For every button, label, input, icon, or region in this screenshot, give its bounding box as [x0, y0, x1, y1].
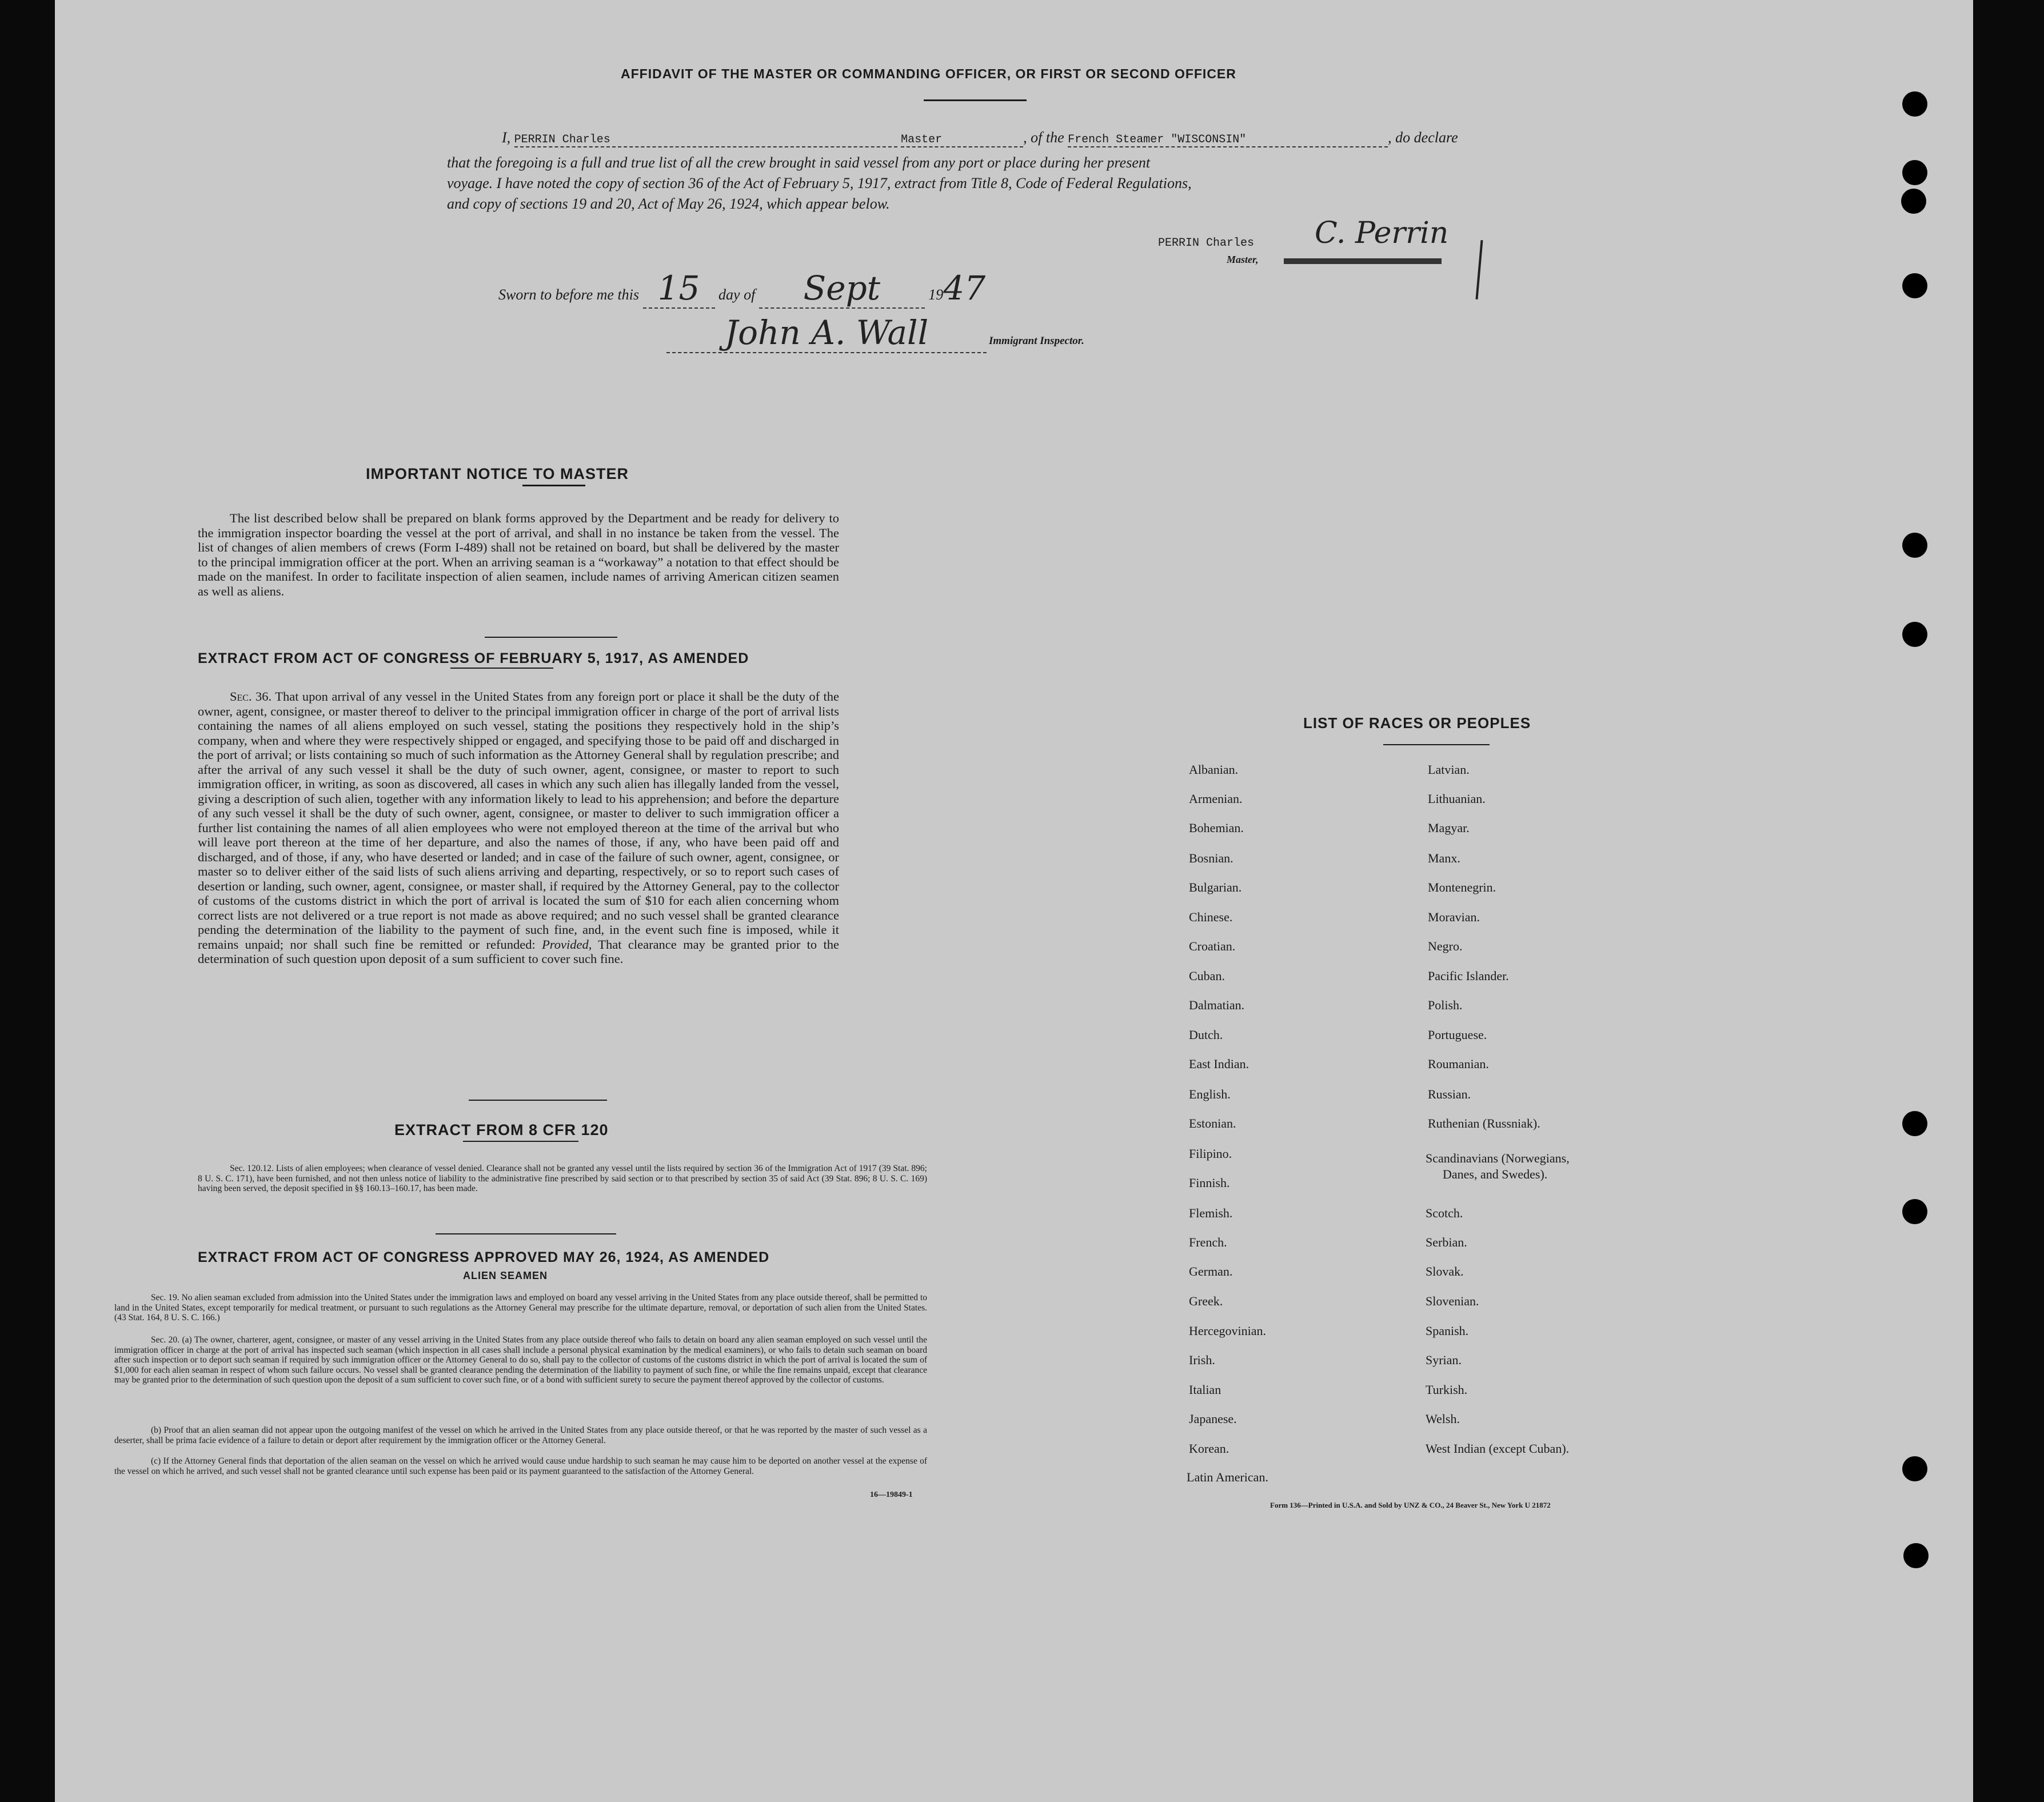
- race-left: Bosnian.: [1189, 851, 1233, 865]
- sec-36-label: Sec. 36.: [230, 689, 272, 704]
- alien-seamen-subtitle: ALIEN SEAMEN: [463, 1270, 548, 1281]
- race-left: French.: [1189, 1235, 1227, 1249]
- inspector-signature: John A. Wall: [724, 313, 929, 352]
- sec-36-text: That upon arrival of any vessel in the United States from any foreign port or place it shall be the duty of the owner, agent, consignee, or master thereof to deliver to the principal immigration officer in charge of the port of arrival lists containing the names of all aliens employed on such vessel, stating the positions they respectively hold in the ship’s company, when and where they were respectively shipped or engaged, and specifying those to be paid off and discharged in the port of arrival; or lists containing so much of such information as the Attorney General shall by regulation prescribe; and after the arrival of any such vessel it shall be the duty of such owner, agent, consignee, or master to report to such immigration officer, in writing, as soon as discovered, all cases in which any such alien has illegally landed from the vessel, giving a description of such alien, together with any information likely to lead to his apprehension; and before the departure of any such vessel it shall be the duty of such owner, agent, consignee, or master to deliver to such immigration officer a further list containing the names of all alien employees who were not employed thereon at the time of the arrival but who will leave port thereon at the time of her departure, and also the names of those, if any, who have been paid off and discharged, and of those, if any, who have deserted or landed; and in case of the failure of such owner, agent, consignee, or master so to deliver either of the said lists of such aliens arriving and departing, respectively, or so to report such cases of desertion or landing, such owner, agent, consignee, or master shall, if required by the Attorney General, pay to the collector of customs of the customs district in which the port of arrival is located the sum of $10 for each alien concerning whom correct lists are not delivered or a true report is not made as above required; and no such vessel shall be granted clearance pending the determination of the liability to the payment of such fine, and, in the event such fine is imposed, while it remains unpaid; nor shall such fine be remitted or refunded:: [198, 689, 840, 952]
- race-left: Filipino.: [1189, 1146, 1232, 1161]
- race-right: Danes, and Swedes).: [1443, 1167, 1548, 1181]
- printer-imprint: Form 136—Printed in U.S.A. and Sold by UNZ & CO., 24 Beaver St., New York U 21872: [1270, 1501, 1551, 1509]
- race-left: Finnish.: [1189, 1176, 1230, 1190]
- race-left: Bohemian.: [1189, 821, 1244, 835]
- binder-hole: [1902, 1111, 1927, 1136]
- master-title: Master,: [1227, 254, 1259, 265]
- race-left: Croatian.: [1189, 939, 1236, 953]
- race-right: Slovak.: [1426, 1264, 1464, 1278]
- race-right: Latvian.: [1428, 762, 1470, 777]
- extract-1924-title: EXTRACT FROM ACT OF CONGRESS APPROVED MAY 26, 1924, AS AMENDED: [198, 1249, 770, 1265]
- notice-body: The list described below shall be prepared on blank forms approved by the Department and be ready for delivery to the immigration inspector boarding the vessel at the port of arrival, and shall in no instance be taken from the vessel. The list of changes of alien members of crews (Form I-489) shall not be retained on board, but shall be delivered by the master to the principal immigration officer at the port. When an arriving seaman is a “workaway” a notation to that effect should be made on the manifest. In order to facilitate inspection of alien seamen, include names of arriving American citizen seamen as well as aliens.: [198, 511, 839, 598]
- race-right: Slovenian.: [1426, 1294, 1479, 1308]
- race-right: Moravian.: [1428, 910, 1480, 924]
- declaration-line-4: and copy of sections 19 and 20, Act of May 26, 1924, which appear below.: [447, 195, 890, 212]
- race-left: Hercegovinian.: [1189, 1324, 1266, 1338]
- inspector-signature-field: [666, 313, 987, 353]
- race-left: English.: [1189, 1087, 1231, 1101]
- race-left: Bulgarian.: [1189, 880, 1242, 894]
- provided-label: Provided,: [542, 937, 592, 952]
- year-suffix: 47: [943, 269, 986, 307]
- of-the-label: , of the: [1023, 129, 1064, 146]
- binder-hole: [1902, 160, 1927, 185]
- sworn-label: Sworn to before me this: [498, 286, 640, 303]
- race-right: Scandinavians (Norwegians,: [1426, 1151, 1570, 1165]
- race-left: East Indian.: [1189, 1057, 1249, 1071]
- binder-hole: [1902, 91, 1927, 117]
- race-right: Serbian.: [1426, 1235, 1467, 1249]
- extract-1917-body: [198, 689, 839, 966]
- race-right: Manx.: [1428, 851, 1460, 865]
- race-left: Greek.: [1189, 1294, 1223, 1308]
- race-right: Ruthenian (Russniak).: [1428, 1116, 1540, 1130]
- declaration-line-2: that the foregoing is a full and true list of all the crew brought in said vessel from any port or place during her present: [447, 154, 1151, 171]
- notice-title: IMPORTANT NOTICE TO MASTER: [366, 465, 629, 482]
- race-left: Chinese.: [1189, 910, 1233, 924]
- race-right: Lithuanian.: [1428, 792, 1486, 806]
- sec-36-text-end: That clearance may be granted prior to the determination of such question upon deposit of a sum sufficient to cover such fine.: [198, 937, 840, 966]
- title-divider: [924, 99, 1027, 101]
- race-right: Scotch.: [1426, 1206, 1463, 1220]
- race-right: Pacific Islander.: [1428, 969, 1509, 983]
- race-right: Spanish.: [1426, 1324, 1469, 1338]
- race-left: Estonian.: [1189, 1116, 1236, 1130]
- cfr-title: EXTRACT FROM 8 CFR 120: [394, 1121, 609, 1138]
- binder-hole: [1902, 1199, 1927, 1224]
- binder-hole: [1902, 622, 1927, 647]
- day-of-label: day of: [718, 286, 756, 303]
- cfr-body: Sec. 120.12. Lists of alien employees; when clearance of vessel denied. Clearance shall not be granted any vessel until the lists required by section 36 of the Immigration Act of 1917 (39 Stat. 896; 8 U. S. C. 171), have been furnished, and not then unless notice of liability to the administrative fine prescribed by said section or to that prescribed by section 35 of said Act (39 Stat. 896; 8 U. S. C. 169) having been served, the deposit specified in §§ 160.13–160.17, has been made.: [198, 1164, 927, 1193]
- struck-title-scribble: [1284, 258, 1442, 264]
- race-right: Portuguese.: [1428, 1028, 1487, 1042]
- notice-divider: [522, 485, 585, 486]
- declaration-line-3: voyage. I have noted the copy of section 36 of the Act of February 5, 1917, extract from Title 8, Code of Federal Regulations,: [447, 175, 1192, 191]
- declaration-i-label: I,: [502, 129, 511, 146]
- form-code: 16—19849-1: [870, 1491, 913, 1499]
- sworn-day: 15: [643, 269, 715, 309]
- extract-1917-divider: [450, 668, 553, 669]
- sec-20c-text: (c) If the Attorney General finds that deportation of the alien seaman on the vessel on which he arrived would cause undue hardship to such seaman he may cause him to be deported on another vessel at the expense of the vessel on which he arrived, and such vessel shall not be granted clearance until such expense has been paid or its payment guaranteed to the satisfaction of the Attorney General.: [114, 1456, 927, 1476]
- race-left: Armenian.: [1189, 792, 1243, 806]
- race-right: Negro.: [1428, 939, 1463, 953]
- binder-hole: [1901, 189, 1926, 214]
- race-right: Syrian.: [1426, 1353, 1462, 1367]
- master-handwritten-signature: C. Perrin: [1315, 216, 1449, 250]
- inspector-title: Immigrant Inspector.: [989, 335, 1084, 347]
- race-left: Dutch.: [1189, 1028, 1223, 1042]
- race-left: Korean.: [1189, 1441, 1229, 1456]
- sworn-month: Sept: [759, 269, 925, 309]
- race-left: Flemish.: [1189, 1206, 1233, 1220]
- race-right: Welsh.: [1426, 1412, 1460, 1426]
- race-right: Montenegrin.: [1428, 880, 1496, 894]
- race-right: Turkish.: [1426, 1383, 1468, 1397]
- race-left: Irish.: [1189, 1353, 1215, 1367]
- master-typed-name: PERRIN Charles: [1158, 237, 1255, 250]
- binder-hole: [1902, 1456, 1927, 1481]
- vessel-name: French Steamer "WISCONSIN": [1068, 133, 1388, 147]
- race-right: Polish.: [1428, 998, 1463, 1012]
- race-left: Italian: [1189, 1383, 1221, 1397]
- cfr-divider: [463, 1141, 578, 1142]
- race-left: Cuban.: [1189, 969, 1225, 983]
- race-right: West Indian (except Cuban).: [1426, 1441, 1570, 1456]
- master-name: PERRIN Charles: [514, 133, 897, 147]
- binder-hole: [1903, 1543, 1929, 1568]
- sec-19-text: Sec. 19. No alien seaman excluded from admission into the United States under the immigration laws and employed on board any vessel arriving in the United States from any place outside thereof, shall be permitted to land in the United States, except temporarily for medical treatment, or pursuant to such regulations as the Attorney General may prescribe for the ultimate departure, removal, or deportation of such alien from the United States. (43 Stat. 164, 8 U. S. C. 166.): [114, 1293, 927, 1322]
- race-right: Russian.: [1428, 1087, 1471, 1101]
- sec-20a-text: Sec. 20. (a) The owner, charterer, agent, consignee, or master of any vessel arriving in the United States from any place outside thereof who fails to detain on board any alien seaman employed on such vessel until the immigration officer in charge at the port of arrival has inspected such seaman (which inspection in all cases shall include a personal physical examination by the medical examiners), or who fails to detain such seaman on board after such inspection or to deport such seaman if required by such immigration officer or the Attorney General to do so, shall pay to the collector of customs of the customs district in which the port of arrival is located the sum of $1,000 for each alien seaman in respect of whom such failure occurs. No vessel shall be granted clearance pending the determination of the liability to payment of such fine, or while the fine remains unpaid, except that clearance may be granted prior to the determination of such question upon the deposit of a sum sufficient to cover such fine, or of a bond with sufficient surety to secure the payment thereof approved by the collector of customs.: [114, 1335, 927, 1385]
- race-left: Dalmatian.: [1189, 998, 1245, 1012]
- binder-hole: [1902, 533, 1927, 558]
- affidavit-title: AFFIDAVIT OF THE MASTER OR COMMANDING OFFICER, OR FIRST OR SECOND OFFICER: [621, 66, 1236, 81]
- race-left: Latin American.: [1187, 1470, 1268, 1484]
- notice-end-divider: [485, 637, 617, 638]
- race-left: German.: [1189, 1264, 1233, 1278]
- binder-hole: [1902, 273, 1927, 298]
- year-prefix: 19: [928, 286, 944, 303]
- declaration-line-1: [502, 129, 1458, 147]
- sec-20b-text: (b) Proof that an alien seaman did not appear upon the outgoing manifest of the vessel on which he arrived in the United States from any place outside thereof, or that he was reported by the master of such vessel as a deserter, shall be prima facie evidence of a failure to detain or deport after requirement by the immigration officer or the Attorney General.: [114, 1425, 927, 1445]
- races-title: LIST OF RACES OR PEOPLES: [1303, 714, 1531, 732]
- inspector-line: [666, 313, 1084, 353]
- extract-1917-end-divider: [469, 1100, 607, 1101]
- master-rank: Master: [901, 133, 1023, 147]
- do-declare-label: , do declare: [1388, 129, 1458, 146]
- race-right: Magyar.: [1428, 821, 1470, 835]
- extract-1917-title: EXTRACT FROM ACT OF CONGRESS OF FEBRUARY 5, 1917, AS AMENDED: [198, 650, 749, 666]
- race-left: Albanian.: [1189, 762, 1239, 777]
- sworn-line: [498, 269, 985, 309]
- races-divider: [1383, 744, 1490, 745]
- race-right: Roumanian.: [1428, 1057, 1489, 1071]
- race-left: Japanese.: [1189, 1412, 1237, 1426]
- cfr-end-divider: [436, 1233, 616, 1234]
